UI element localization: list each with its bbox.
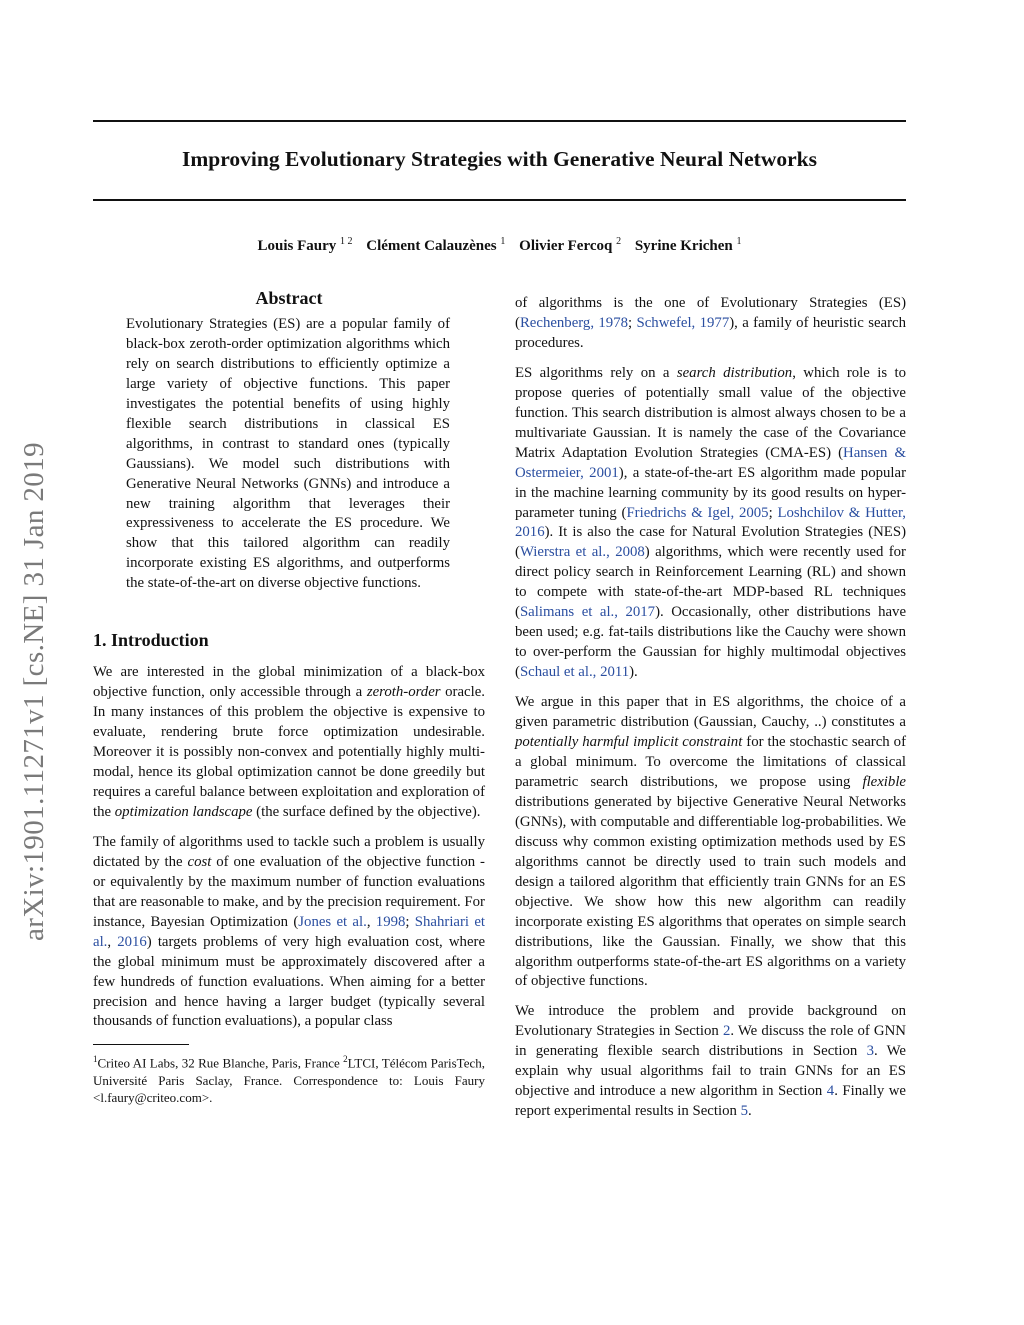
section-ref-link[interactable]: 4 [826, 1083, 835, 1100]
section-ref-link[interactable]: 3 [866, 1043, 874, 1060]
paragraph: of algorithms is the one of Evolutionary Strategies (ES) (Rechenberg, 1978; Schwefel, 1977), a family of heuristic search procedures. [515, 295, 906, 351]
paragraph: We introduce the problem and provide background on Evolutionary Strategies in Section 2. We discuss the role of GNN in generating flexible search distributions in Section 3. We explain why usual algorithms fail to train GNNs for an ES objective and introduce a new algorithm in Section 4. Finally we report experimental results in Section 5. [515, 1003, 906, 1120]
paragraph: ES algorithms rely on a search distribution, which role is to propose queries of potentially small value of the objective function. This search distribution is almost always chosen to be a multivariate Gaussian. It is namely the case of the Covariance Matrix Adaptation Evolution Strategies (CMA-ES) (Hansen & Ostermeier, 2001), a state-of-the-art ES algorithm made popular in the machine learning community by its good results on hyper-parameter tuning (Friedrichs & Igel, 2005; Loshchilov & Hutter, 2016). It is also the case for Natural Evolution Strategies (NES) (Wierstra et al., 2008) algorithms, which were recently used for direct policy search in Reinforcement Learning (RL) and shown to compete with state-of-the-art MDP-based RL techniques (Salimans et al., 2017). Occasionally, other distributions have been used; e.g. fat-tails distributions like the Cauchy were shown to over-perform the Gaussian for highly multimodal objectives (Schaul et al., 2011). [515, 364, 907, 681]
author: Olivier Fercoq $^2$ [519, 236, 622, 254]
paragraph: We are interested in the global minimization of a black-box objective function, only accessible through a zeroth-order oracle. In many instances of this problem the objective is expensive to evaluate, rendering brute force optimization undesirable. Moreover it is possibly non-convex and potentially highly multi-modal, hence its global optimization cannot be done greedily but requires a careful balance between exploitation and exploration of the optimization landscape (the surface defined by the objective). [93, 664, 485, 820]
citation-link[interactable]: Schwefel, 1977 [636, 314, 730, 331]
section-ref-link[interactable]: 5 [740, 1103, 748, 1120]
abstract-heading: Abstract [255, 288, 323, 308]
citation-link[interactable]: Wierstra et al., 2008 [519, 544, 645, 561]
citation-link[interactable]: Shahriari et al. [93, 913, 485, 950]
citation-link[interactable]: Jones et al. [298, 913, 367, 930]
citation-link[interactable]: Loshchilov & Hutter, 2016 [515, 504, 906, 541]
citation-link[interactable]: Friedrichs & Igel, 2005 [626, 504, 769, 521]
citation-link[interactable]: Salimans et al., 2017 [519, 604, 656, 621]
citation-link[interactable]: 2016 [117, 933, 147, 950]
section-ref-link[interactable]: 2 [722, 1023, 731, 1040]
abstract-text: Evolutionary Strategies (ES) are a popular family of black-box zeroth-order optimization algorithms which rely on search distributions to efficiently optimize a large variety of objective functions. This paper investigates the potential benefits of using highly flexible search distributions in classical ES algorithms, in contrast to standard ones (typically Gaussians). We model such distributions with Generative Neural Networks (GNNs) and introduce a new training algorithm that leverages their expressiveness to accelerate the ES procedure. We show that this tailored algorithm can readily incorporate existing ES algorithms, and outperforms the state-of-the-art on diverse objective functions. [126, 315, 450, 592]
author-list [93, 236, 906, 255]
arxiv-stamp: arXiv:1901.11271v1 [cs.NE] 31 Jan 2019 [18, 442, 50, 941]
citation-link[interactable]: Hansen & Ostermeier, 2001 [515, 444, 906, 481]
author: Syrine Krichen $^1$ [634, 236, 742, 254]
author: Louis Faury $^{1 2}$ [257, 236, 353, 254]
affiliation-footnote: $^1$Criteo AI Labs, 32 Rue Blanche, Paris, France $^2$LTCI, Télécom ParisTech, Université Paris Saclay, France. Correspondence to: Louis Faury <l.faury@criteo.com>. [93, 1054, 485, 1105]
citation-link[interactable]: 1998 [375, 913, 406, 930]
citation-link[interactable]: Schaul et al., 2011 [519, 664, 630, 681]
paragraph: The family of algorithms used to tackle such a problem is usually dictated by the cost of one evaluation of the objective function - or equivalently by the maximum number of function evaluations that are reasonable to make, and by the precision requirement. For instance, Bayesian Optimization (Jones et al., 1998; Shahriari et al., 2016) targets problems of very high evaluation cost, where the global minimum must be approximately discovered after a few hundreds of function evaluations. When aiming for a better precision and hence having a larger budget (typically several thousands of function evaluations), a popular class [93, 833, 486, 1030]
right-column [515, 294, 906, 1132]
title-rule-bottom [93, 199, 906, 201]
paper-title: Improving Evolutionary Strategies with Generative Neural Networks [182, 147, 817, 171]
section-heading-introduction: 1. Introduction [93, 630, 209, 651]
citation-link[interactable]: Rechenberg, 1978 [519, 314, 628, 331]
footnote-rule [93, 1044, 189, 1045]
left-column [93, 289, 485, 1106]
title-rule-top [93, 120, 906, 122]
author: Clément Calauzènes $^1$ [366, 236, 506, 254]
paragraph: We argue in this paper that in ES algorithms, the choice of a given parametric distribution (Gaussian, Cauchy, ..) constitutes a potentially harmful implicit constraint for the stochastic search of a global minimum. To overcome the limitations of classical parametric search distributions, we propose using flexible distributions generated by bijective Generative Neural Networks (GNNs), with computable and differentiable log-probabilities. We discuss why common existing optimization methods used by ES algorithms cannot be directly used to train such models and design a tailored algorithm that efficiently train GNNs for an ES objective. We show how this new algorithm can readily incorporate existing ES algorithms that operates on simple search distributions, like the Gaussian. Finally, we show that this algorithm outperforms state-of-the-art ES algorithms on a variety of objective functions. [515, 694, 906, 990]
